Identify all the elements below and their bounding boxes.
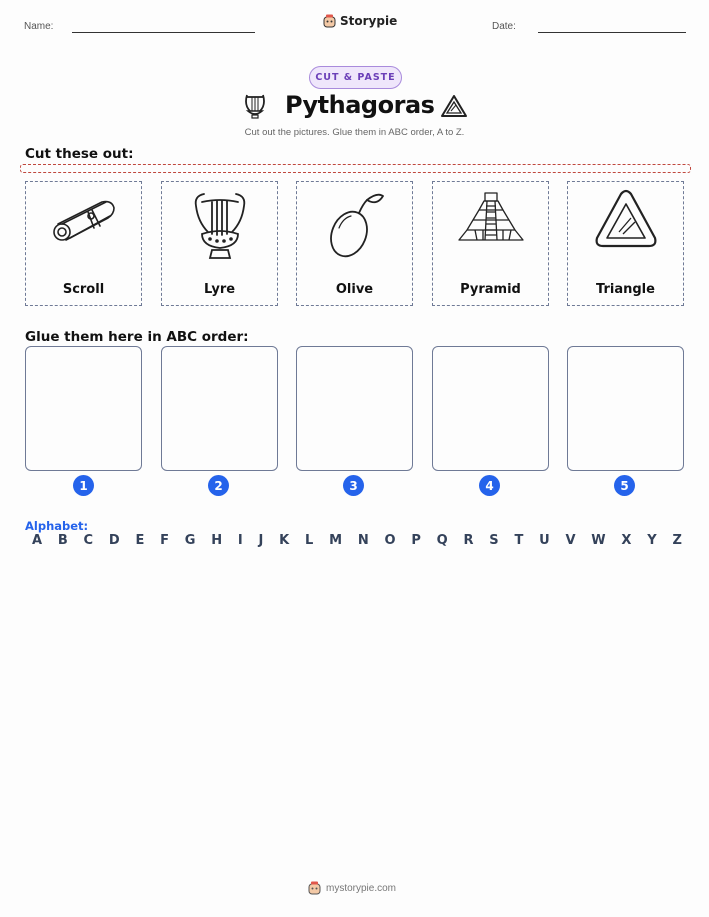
alphabet-letter: O xyxy=(384,533,396,548)
alphabet-letter: L xyxy=(305,533,314,548)
alphabet-letter: K xyxy=(279,533,290,548)
slot-number-badge: 5 xyxy=(614,475,635,496)
alphabet-letter: J xyxy=(258,533,264,548)
card-label: Olive xyxy=(335,282,374,297)
date-line[interactable] xyxy=(538,32,686,33)
card-olive[interactable] xyxy=(296,181,413,306)
alphabet-letter: A xyxy=(32,533,43,548)
alphabet-letter: S xyxy=(489,533,499,548)
card-triangle[interactable] xyxy=(567,181,684,306)
name-line[interactable] xyxy=(72,32,255,33)
glue-section-title: Glue them here in ABC order: xyxy=(25,329,249,345)
alphabet-letter: U xyxy=(539,533,550,548)
footer-url[interactable]: mystorypie.com xyxy=(326,882,397,894)
triangle-icon xyxy=(440,94,468,119)
alphabet-row xyxy=(32,533,682,548)
card-scroll[interactable] xyxy=(25,181,142,306)
glue-slot[interactable] xyxy=(25,346,142,471)
alphabet-letter: H xyxy=(211,533,223,548)
activity-badge: CUT & PASTE xyxy=(309,66,402,89)
alphabet-letter: R xyxy=(463,533,474,548)
slot-number-badge: 3 xyxy=(343,475,364,496)
alphabet-letter: D xyxy=(108,533,120,548)
storypie-logo-icon xyxy=(323,14,336,28)
alphabet-letter: V xyxy=(565,533,576,548)
card-label: Lyre xyxy=(203,282,236,297)
glue-slot[interactable] xyxy=(567,346,684,471)
alphabet-letter: N xyxy=(357,533,369,548)
name-label: Name: xyxy=(24,21,54,32)
alphabet-letter: B xyxy=(57,533,68,548)
slot-number-badge: 4 xyxy=(479,475,500,496)
alphabet-letter: Z xyxy=(672,533,682,548)
storypie-logo-icon xyxy=(308,881,321,895)
glue-slot[interactable] xyxy=(161,346,278,471)
slot-number-badge: 1 xyxy=(73,475,94,496)
page-title: Pythagoras xyxy=(285,91,435,119)
scroll-icon xyxy=(48,188,120,250)
slot-number-badge: 2 xyxy=(208,475,229,496)
alphabet-letter: G xyxy=(184,533,196,548)
alphabet-letter: C xyxy=(83,533,94,548)
lyre-icon xyxy=(242,91,268,121)
card-label: Triangle xyxy=(596,282,655,297)
pyramid-icon xyxy=(455,188,527,248)
alphabet-letter: Q xyxy=(436,533,448,548)
alphabet-letter: E xyxy=(135,533,145,548)
lyre-icon xyxy=(190,188,250,264)
card-label: Pyramid xyxy=(460,282,521,297)
card-pyramid[interactable] xyxy=(432,181,549,306)
glue-slot[interactable] xyxy=(296,346,413,471)
alphabet-letter: W xyxy=(591,533,606,548)
brand-logo xyxy=(323,14,397,28)
date-label: Date: xyxy=(492,21,516,32)
alphabet-letter: I xyxy=(237,533,243,548)
brand-name: Storypie xyxy=(340,14,398,28)
alphabet-letter: X xyxy=(621,533,632,548)
card-lyre[interactable] xyxy=(161,181,278,306)
cut-section-title: Cut these out: xyxy=(25,146,134,162)
olive-icon xyxy=(323,188,387,260)
card-label: Scroll xyxy=(62,282,105,297)
alphabet-letter: T xyxy=(514,533,524,548)
alphabet-letter: Y xyxy=(647,533,657,548)
alphabet-letter: F xyxy=(160,533,170,548)
footer xyxy=(308,881,396,895)
alphabet-title: Alphabet: xyxy=(25,519,89,533)
cut-line xyxy=(20,164,691,173)
instructions: Cut out the pictures. Glue them in ABC order, A to Z. xyxy=(244,127,465,138)
triangle-icon xyxy=(593,188,659,250)
alphabet-letter: P xyxy=(411,533,421,548)
glue-slot[interactable] xyxy=(432,346,549,471)
alphabet-letter: M xyxy=(329,533,343,548)
